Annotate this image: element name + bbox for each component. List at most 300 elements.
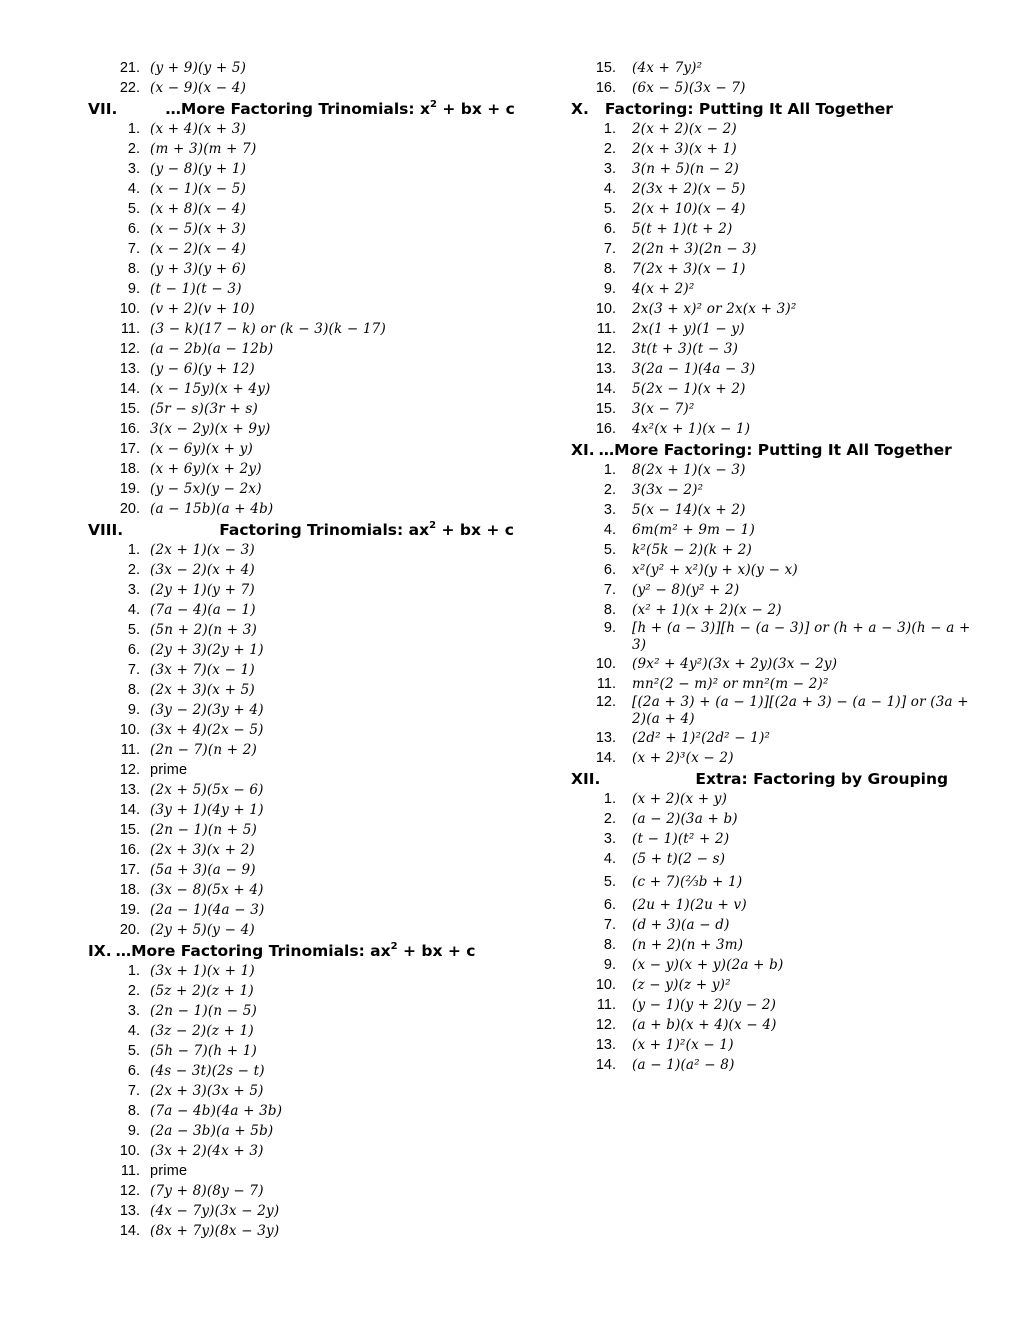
item-number: 9.: [127, 702, 140, 718]
answer-item: [88, 459, 528, 479]
answer-item: [571, 359, 991, 379]
item-answer: 3t(t + 3)(t − 3): [632, 341, 739, 357]
item-answer: 2(x + 10)(x − 4): [632, 201, 746, 217]
item-answer: 3(3x − 2)²: [632, 482, 704, 498]
answer-item: [571, 895, 991, 915]
item-answer: (3x + 2)(4x + 3): [150, 1143, 264, 1159]
section-title-text: Factoring Trinomials: ax: [219, 521, 430, 539]
answer-item: [88, 920, 528, 940]
answer-item: [571, 915, 991, 935]
item-number: 7.: [603, 582, 616, 598]
section-title: [599, 441, 952, 459]
item-answer: (2u + 1)(2u + v): [632, 897, 747, 913]
item-number: 15.: [595, 60, 616, 76]
item-number: 16.: [595, 80, 616, 96]
item-answer: 3(n + 5)(n − 2): [632, 161, 740, 177]
item-number: 10.: [595, 656, 616, 672]
item-number: 5.: [603, 201, 616, 217]
item-answer: 3(x − 7)²: [632, 401, 695, 417]
item-answer: (8x + 7y)(8x − 3y): [150, 1223, 280, 1239]
item-number: 4.: [127, 181, 140, 197]
item-answer: [h + (a − 3)][h − (a − 3)] or (h + a − 3)(h − a + 3): [632, 620, 971, 653]
item-number: 12.: [595, 694, 616, 710]
answer-item: [88, 961, 528, 981]
answer-item: [571, 259, 991, 279]
item-answer: (2n − 1)(n + 5): [150, 822, 258, 838]
answer-item: [571, 219, 991, 239]
answer-item: [88, 1201, 528, 1221]
item-answer: (a + b)(x + 4)(x − 4): [632, 1017, 777, 1033]
item-number: 2.: [127, 983, 140, 999]
answer-item: [571, 419, 991, 439]
section-heading: [88, 941, 528, 961]
item-answer: (5n + 2)(n + 3): [150, 622, 258, 638]
item-number: 20.: [119, 922, 140, 938]
answer-item: [88, 499, 528, 519]
answer-item: [571, 1055, 991, 1075]
item-answer: prime: [150, 762, 188, 778]
answer-item: [88, 479, 528, 499]
left-column: [88, 58, 528, 1241]
item-number: 15.: [119, 401, 140, 417]
item-number: 3.: [127, 582, 140, 598]
item-answer: 2(x + 2)(x − 2): [632, 121, 737, 137]
section-title: [219, 521, 514, 539]
item-number: 11.: [120, 742, 140, 758]
item-number: 19.: [119, 902, 140, 918]
answer-item: [571, 620, 991, 654]
item-number: 5.: [127, 622, 140, 638]
item-number: 1.: [127, 963, 140, 979]
item-answer: (3x + 4)(2x − 5): [150, 722, 264, 738]
section-heading: [571, 99, 991, 119]
item-answer: (2a − 3b)(a + 5b): [150, 1123, 274, 1139]
answer-item: [88, 179, 528, 199]
item-number: 11.: [120, 1163, 140, 1179]
item-number: 6.: [127, 221, 140, 237]
item-answer: (x − 6y)(x + y): [150, 441, 253, 457]
item-number: 2.: [127, 141, 140, 157]
item-number: 10.: [595, 977, 616, 993]
answer-item: [571, 540, 991, 560]
answer-item: [571, 829, 991, 849]
section-numeral: X.: [571, 100, 589, 118]
answer-item: [88, 560, 528, 580]
item-answer: 3(x − 2y)(x + 9y): [150, 421, 271, 437]
item-number: 5.: [603, 874, 616, 890]
answer-item: [88, 119, 528, 139]
item-answer: (3x + 1)(x + 1): [150, 963, 255, 979]
answer-item: [88, 800, 528, 820]
item-number: 17.: [119, 862, 140, 878]
item-number: 16.: [119, 421, 140, 437]
answer-item: [571, 139, 991, 159]
item-answer: (3y + 1)(4y + 1): [150, 802, 264, 818]
item-number: 11.: [120, 321, 140, 337]
section-heading: [88, 520, 528, 540]
item-answer: (3z − 2)(z + 1): [150, 1023, 254, 1039]
item-number: 14.: [595, 750, 616, 766]
item-answer: 3(2a − 1)(4a − 3): [632, 361, 756, 377]
item-number: 15.: [119, 822, 140, 838]
item-number: 12.: [119, 1183, 140, 1199]
section-title-tail: + bx + c: [436, 100, 515, 118]
item-number: 22.: [119, 80, 140, 96]
item-answer: (7a − 4)(a − 1): [150, 602, 256, 618]
answer-item: [571, 809, 991, 829]
section-title-text: Extra: Factoring by Grouping: [695, 770, 949, 788]
answer-item: [88, 1101, 528, 1121]
item-answer: (2x + 3)(3x + 5): [150, 1083, 264, 1099]
answer-item: [571, 58, 991, 78]
item-answer: (2d² + 1)²(2d² − 1)²: [632, 730, 771, 746]
answer-item: [88, 740, 528, 760]
item-answer: (y − 6)(y + 12): [150, 361, 255, 377]
item-number: 9.: [603, 620, 616, 636]
item-number: 5.: [127, 1043, 140, 1059]
item-answer: (x − 9)(x − 4): [150, 80, 247, 96]
item-answer: (3x + 7)(x − 1): [150, 662, 255, 678]
item-answer: (x² + 1)(x + 2)(x − 2): [632, 602, 782, 618]
item-number: 14.: [595, 381, 616, 397]
item-answer: (y − 5x)(y − 2x): [150, 481, 262, 497]
item-number: 9.: [127, 281, 140, 297]
answer-item: [88, 439, 528, 459]
item-number: 1.: [127, 121, 140, 137]
item-answer: 5(t + 1)(t + 2): [632, 221, 733, 237]
section-title-text: Factoring: Putting It All Together: [604, 100, 893, 118]
item-answer: 8(2x + 1)(x − 3): [632, 462, 746, 478]
item-number: 8.: [127, 261, 140, 277]
item-number: 11.: [596, 676, 616, 692]
answer-item: [88, 860, 528, 880]
answer-item: [571, 379, 991, 399]
answer-item: [88, 700, 528, 720]
item-answer: (x − 15y)(x + 4y): [150, 381, 271, 397]
item-number: 13.: [119, 361, 140, 377]
answer-item: [88, 900, 528, 920]
answer-item: [88, 319, 528, 339]
item-answer: (t − 1)(t − 3): [150, 281, 242, 297]
answer-item: [88, 640, 528, 660]
item-answer: (a − 2b)(a − 12b): [150, 341, 274, 357]
item-answer: (c + 7)(⅔b + 1): [632, 874, 743, 890]
item-number: 16.: [119, 842, 140, 858]
item-answer: (5z + 2)(z + 1): [150, 983, 254, 999]
answer-item: [571, 520, 991, 540]
item-answer: 5(x − 14)(x + 2): [632, 502, 746, 518]
answer-item: [571, 500, 991, 520]
item-answer: (5a + 3)(a − 9): [150, 862, 256, 878]
item-answer: (2n − 1)(n − 5): [150, 1003, 258, 1019]
answer-item: [88, 219, 528, 239]
item-number: 18.: [119, 461, 140, 477]
answer-item: [88, 580, 528, 600]
answer-item: [571, 748, 991, 768]
item-answer: (a − 2)(3a + b): [632, 811, 738, 827]
section-numeral: IX.: [88, 942, 112, 960]
item-answer: prime: [150, 1163, 188, 1179]
item-number: 6.: [603, 897, 616, 913]
item-number: 21.: [119, 60, 140, 76]
answer-item: [571, 654, 991, 674]
item-answer: (x + 1)²(x − 1): [632, 1037, 734, 1053]
item-number: 7.: [127, 1083, 140, 1099]
item-number: 6.: [127, 1063, 140, 1079]
item-answer: (t − 1)(t² + 2): [632, 831, 730, 847]
answer-item: [571, 239, 991, 259]
item-number: 14.: [119, 1223, 140, 1239]
item-answer: 5(2x − 1)(x + 2): [632, 381, 746, 397]
section-title-text: …More Factoring Trinomials: x: [165, 100, 430, 118]
item-answer: (4x + 7y)²: [632, 60, 703, 76]
item-number: 8.: [127, 1103, 140, 1119]
section-numeral: XI.: [571, 441, 595, 459]
item-answer: (2x + 5)(5x − 6): [150, 782, 264, 798]
answer-item: [88, 359, 528, 379]
item-answer: (x + 2)(x + y): [632, 791, 728, 807]
item-number: 5.: [603, 542, 616, 558]
item-number: 2.: [603, 482, 616, 498]
answer-item: [88, 1021, 528, 1041]
item-number: 11.: [596, 321, 616, 337]
section-title-text: …More Factoring Trinomials: ax: [115, 942, 391, 960]
item-answer: (a − 15b)(a + 4b): [150, 501, 274, 517]
section-title-tail: + bx + c: [436, 521, 514, 539]
answer-item: [88, 78, 528, 98]
item-number: 14.: [119, 381, 140, 397]
item-number: 9.: [603, 957, 616, 973]
item-number: 3.: [603, 502, 616, 518]
item-answer: 2(3x + 2)(x − 5): [632, 181, 746, 197]
item-number: 1.: [603, 121, 616, 137]
answer-item: [88, 399, 528, 419]
answer-item: [571, 119, 991, 139]
item-answer: (x − 5)(x + 3): [150, 221, 247, 237]
answer-item: [88, 58, 528, 78]
item-answer: (3x − 2)(x + 4): [150, 562, 255, 578]
item-number: 8.: [603, 261, 616, 277]
item-answer: (x + 4)(x + 3): [150, 121, 247, 137]
answer-item: [88, 720, 528, 740]
section-title-tail: + bx + c: [397, 942, 476, 960]
answer-item: [571, 279, 991, 299]
item-number: 6.: [603, 221, 616, 237]
answer-item: [88, 1181, 528, 1201]
item-answer: (5r − s)(3r + s): [150, 401, 258, 417]
item-answer: 2(x + 3)(x + 1): [632, 141, 737, 157]
item-answer: (x − 1)(x − 5): [150, 181, 247, 197]
answer-item: [88, 1061, 528, 1081]
item-number: 4.: [127, 602, 140, 618]
item-answer: (y² − 8)(y² + 2): [632, 582, 740, 598]
item-number: 7.: [603, 241, 616, 257]
item-number: 12.: [595, 1017, 616, 1033]
item-answer: (m + 3)(m + 7): [150, 141, 257, 157]
answer-item: [88, 159, 528, 179]
item-answer: (y − 8)(y + 1): [150, 161, 247, 177]
answer-item: [88, 199, 528, 219]
answer-item: [88, 379, 528, 399]
answer-item: [571, 1035, 991, 1055]
answer-item: [88, 299, 528, 319]
item-answer: (9x² + 4y²)(3x + 2y)(3x − 2y): [632, 656, 838, 672]
item-number: 13.: [119, 1203, 140, 1219]
item-number: 4.: [603, 181, 616, 197]
item-answer: (3y − 2)(3y + 4): [150, 702, 264, 718]
answer-item: [88, 600, 528, 620]
section-title: [695, 770, 948, 788]
answer-item: [88, 1141, 528, 1161]
item-answer: (y − 1)(y + 2)(y − 2): [632, 997, 777, 1013]
answer-item: [571, 399, 991, 419]
section-heading: [571, 440, 991, 460]
item-answer: (7y + 8)(8y − 7): [150, 1183, 264, 1199]
item-number: 2.: [127, 562, 140, 578]
item-answer: 2x(1 + y)(1 − y): [632, 321, 745, 337]
section-title: [165, 100, 514, 118]
item-answer: x²(y² + x²)(y + x)(y − x): [632, 562, 798, 578]
section-title: [605, 100, 893, 118]
item-number: 16.: [595, 421, 616, 437]
answer-item: [88, 1221, 528, 1241]
answer-item: [571, 975, 991, 995]
answer-item: [88, 139, 528, 159]
item-number: 7.: [127, 241, 140, 257]
item-number: 3.: [603, 161, 616, 177]
answer-item: [88, 419, 528, 439]
item-answer: 6m(m² + 9m − 1): [632, 522, 755, 538]
item-answer: (x − y)(x + y)(2a + b): [632, 957, 784, 973]
item-number: 15.: [595, 401, 616, 417]
item-answer: (n + 2)(n + 3m): [632, 937, 744, 953]
item-number: 14.: [119, 802, 140, 818]
answer-item: [571, 339, 991, 359]
answer-item: [571, 789, 991, 809]
item-number: 8.: [127, 682, 140, 698]
item-number: 9.: [127, 1123, 140, 1139]
section-numeral: VIII.: [88, 521, 124, 539]
item-number: 10.: [119, 722, 140, 738]
answer-item: [571, 728, 991, 748]
item-number: 5.: [127, 201, 140, 217]
answer-item: [571, 674, 991, 694]
answer-item: [571, 560, 991, 580]
answer-item: [571, 460, 991, 480]
item-number: 8.: [603, 602, 616, 618]
item-number: 12.: [119, 341, 140, 357]
answer-item: [88, 1041, 528, 1061]
answer-item: [88, 540, 528, 560]
item-answer: [(2a + 3) + (a − 1)][(2a + 3) − (a − 1)] or (3a + 2)(a + 4): [632, 694, 969, 727]
item-number: 1.: [127, 542, 140, 558]
item-answer: (4s − 3t)(2s − t): [150, 1063, 265, 1079]
item-number: 3.: [127, 1003, 140, 1019]
item-answer: 7(2x + 3)(x − 1): [632, 261, 746, 277]
section-heading: [88, 99, 528, 119]
item-number: 3.: [127, 161, 140, 177]
answer-item: [571, 179, 991, 199]
answer-item: [571, 78, 991, 98]
item-answer: (x + 6y)(x + 2y): [150, 461, 262, 477]
item-answer: (5h − 7)(h + 1): [150, 1043, 258, 1059]
answer-item: [88, 840, 528, 860]
item-answer: (4x − 7y)(3x − 2y): [150, 1203, 280, 1219]
item-answer: (2y + 1)(y + 7): [150, 582, 255, 598]
item-number: 12.: [595, 341, 616, 357]
answer-item: [571, 869, 991, 895]
item-answer: (2a − 1)(4a − 3): [150, 902, 265, 918]
item-answer: (2n − 7)(n + 2): [150, 742, 258, 758]
item-answer: (2x + 1)(x − 3): [150, 542, 255, 558]
answer-item: [571, 319, 991, 339]
section-numeral: XII.: [571, 770, 601, 788]
answer-item: [88, 880, 528, 900]
item-number: 19.: [119, 481, 140, 497]
section-title-exponent: 2: [429, 520, 437, 531]
answer-item: [88, 981, 528, 1001]
item-number: 2.: [603, 811, 616, 827]
answer-item: [88, 780, 528, 800]
item-answer: (5 + t)(2 − s): [632, 851, 726, 867]
answer-item: [88, 1001, 528, 1021]
item-answer: (a − 1)(a² − 8): [632, 1057, 735, 1073]
answer-item: [88, 620, 528, 640]
item-answer: (2x + 3)(x + 2): [150, 842, 255, 858]
answer-item: [88, 279, 528, 299]
answer-item: [571, 694, 991, 728]
answer-item: [571, 955, 991, 975]
answer-item: [88, 239, 528, 259]
item-number: 13.: [595, 1037, 616, 1053]
item-answer: k²(5k − 2)(k + 2): [632, 542, 752, 558]
item-number: 10.: [119, 1143, 140, 1159]
item-number: 6.: [127, 642, 140, 658]
answer-item: [571, 159, 991, 179]
section-title: [116, 942, 476, 960]
item-number: 1.: [603, 791, 616, 807]
section-heading: [571, 769, 991, 789]
item-number: 13.: [119, 782, 140, 798]
item-answer: mn²(2 − m)² or mn²(m − 2)²: [632, 676, 829, 692]
item-number: 8.: [603, 937, 616, 953]
item-answer: (3 − k)(17 − k) or (k − 3)(k − 17): [150, 321, 386, 337]
item-number: 18.: [119, 882, 140, 898]
answer-item: [88, 660, 528, 680]
answer-item: [88, 760, 528, 780]
item-answer: (d + 3)(a − d): [632, 917, 730, 933]
item-answer: (x + 8)(x − 4): [150, 201, 247, 217]
item-number: 6.: [603, 562, 616, 578]
item-answer: (x + 2)³(x − 2): [632, 750, 734, 766]
item-answer: (7a − 4b)(4a + 3b): [150, 1103, 283, 1119]
answer-item: [571, 600, 991, 620]
right-column: [571, 58, 991, 1075]
item-number: 10.: [119, 301, 140, 317]
item-answer: (x − 2)(x − 4): [150, 241, 247, 257]
item-answer: (2x + 3)(x + 5): [150, 682, 255, 698]
item-number: 9.: [603, 281, 616, 297]
item-answer: (2y + 3)(2y + 1): [150, 642, 264, 658]
item-number: 14.: [595, 1057, 616, 1073]
item-number: 10.: [595, 301, 616, 317]
answer-item: [571, 580, 991, 600]
section-title-exponent: 2: [429, 99, 437, 110]
answer-item: [571, 995, 991, 1015]
item-answer: 2x(3 + x)² or 2x(x + 3)²: [632, 301, 797, 317]
answer-item: [88, 1121, 528, 1141]
item-answer: (v + 2)(v + 10): [150, 301, 255, 317]
